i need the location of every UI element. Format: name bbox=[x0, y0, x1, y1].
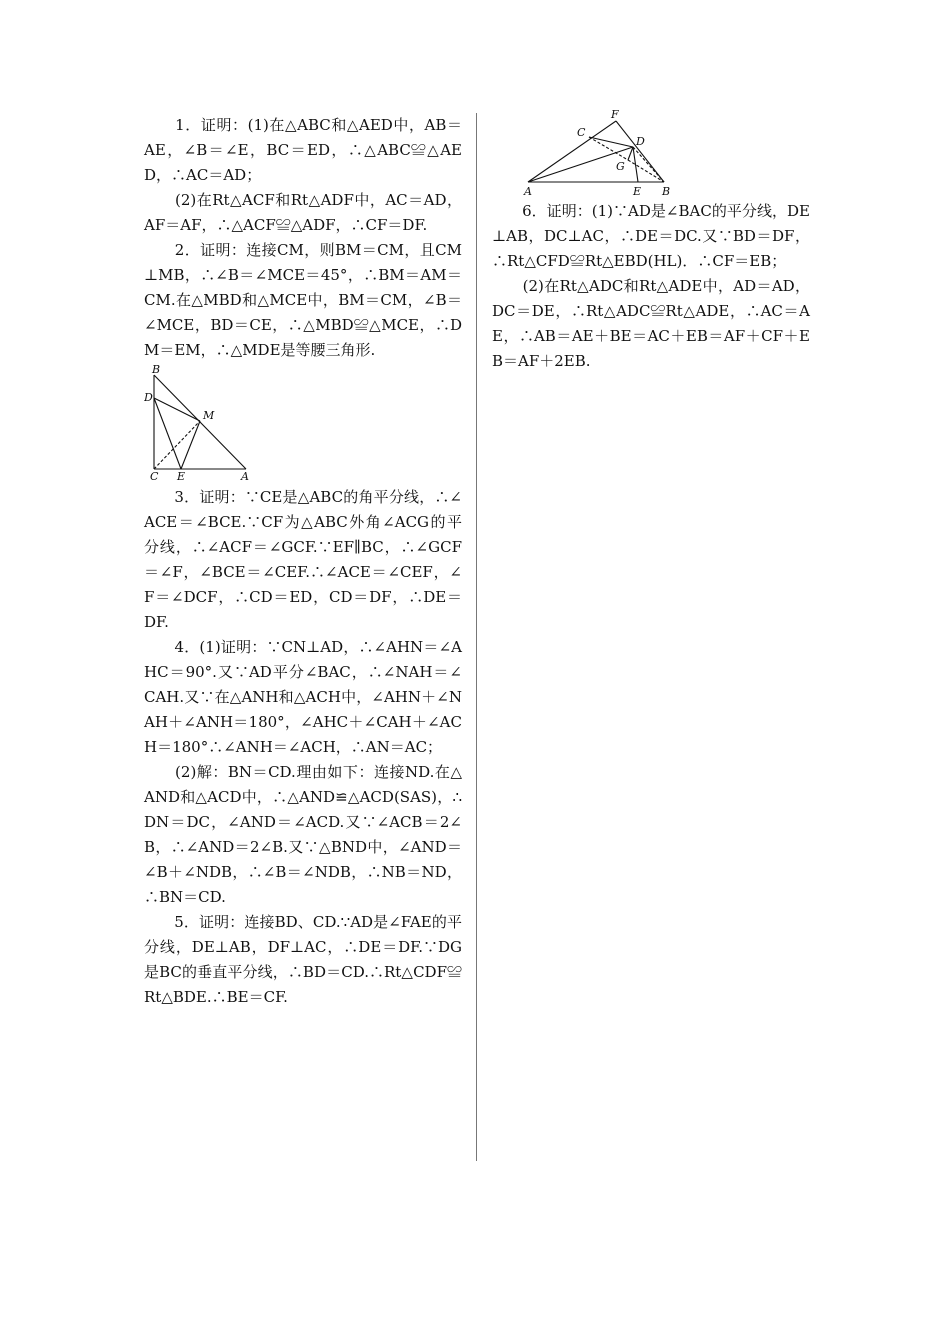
label-b: B bbox=[662, 185, 671, 198]
label-e: E bbox=[177, 470, 186, 483]
figure-triangle-fcb bbox=[492, 109, 810, 199]
label-b: B bbox=[152, 363, 161, 376]
column-divider bbox=[476, 113, 477, 1161]
figure-triangle-bdm bbox=[144, 363, 284, 485]
label-m: M bbox=[203, 409, 215, 422]
label-f: F bbox=[611, 109, 619, 121]
edge-gb-dashed bbox=[628, 160, 664, 182]
label-d: D bbox=[636, 135, 645, 148]
edge-cd bbox=[589, 137, 633, 147]
label-c: C bbox=[150, 470, 159, 483]
edge-me bbox=[181, 421, 200, 469]
label-a: A bbox=[241, 470, 249, 483]
label-e: E bbox=[633, 185, 642, 198]
answer-3: 3．证明：∵CE是△ABC的角平分线，∴∠ACE＝∠BCE.∵CF为△ABC外角∠ACG的平分线，∴∠ACF＝∠GCF.∵EF∥BC，∴∠GCF＝∠F，∠BCE＝∠CEF.∴∠ACE＝∠CEF，∠F＝∠DCF，∴CD＝ED，CD＝DF，∴DE＝DF. bbox=[144, 488, 462, 631]
answer-1-part-2: (2)在Rt△ACF和Rt△ADF中，AC＝AD，AF＝AF，∴△ACF≌△ADF，∴CF＝DF. bbox=[144, 191, 462, 234]
answer-4-part-2: (2)解：BN＝CD.理由如下：连接ND.在△AND和△ACD中，∴△AND≌△ACD(SAS)，∴DN＝DC，∠AND＝∠ACD.又∵∠ACB＝2∠B，∴∠AND＝2∠B.又∵△BND中，∠AND＝∠B＋∠NDB，∴∠B＝∠NDB，∴NB＝ND，∴BN＝CD. bbox=[144, 763, 462, 906]
label-c: C bbox=[577, 126, 586, 139]
answer-6-part-1: 6．证明：(1)∵AD是∠BAC的平分线，DE⊥AB，DC⊥AC，∴DE＝DC.又∵BD＝DF，∴Rt△CFD≌Rt△EBD(HL)．∴CF＝EB； bbox=[492, 202, 810, 270]
right-column bbox=[492, 109, 810, 374]
left-column bbox=[144, 113, 462, 1010]
edge-cm-dashed bbox=[154, 421, 200, 469]
label-g: G bbox=[616, 160, 625, 173]
answer-4-part-1: 4．(1)证明：∵CN⊥AD，∴∠AHN＝∠AHC＝90°.又∵AD平分∠BAC，∴∠NAH＝∠CAH.又∵在△ANH和△ACH中，∠AHN＋∠NAH＋∠ANH＝180°，∠AHC＋∠CAH＋∠ACH＝180°∴∠ANH＝∠ACH，∴AN＝AC； bbox=[144, 638, 462, 756]
edge-cg-dashed bbox=[589, 137, 628, 160]
answer-2: 2．证明：连接CM，则BM＝CM，且CM⊥MB，∴∠B＝∠MCE＝45°，∴BM＝AM＝CM.在△MBD和△MCE中，BM＝CM，∠B＝∠MCE，BD＝CE，∴△MBD≌△MCE，∴DM＝EM，∴△MDE是等腰三角形. bbox=[144, 241, 462, 359]
answer-1-part-1: 1．证明：(1)在△ABC和△AED中，AB＝AE，∠B＝∠E，BC＝ED，∴△ABC≌△AED，∴AC＝AD； bbox=[144, 116, 462, 184]
edge-de bbox=[154, 398, 181, 469]
label-a: A bbox=[524, 185, 532, 198]
label-d: D bbox=[144, 391, 153, 404]
edge-af bbox=[528, 121, 616, 182]
answer-6-part-2: (2)在Rt△ADC和Rt△ADE中，AD＝AD，DC＝DE，∴Rt△ADC≌Rt△ADE，∴AC＝AE，∴AB＝AE＋BE＝AC＋EB＝AF＋CF＋EB＝AF＋2EB. bbox=[492, 277, 810, 370]
answer-5: 5．证明：连接BD、CD.∵AD是∠FAE的平分线，DE⊥AB，DF⊥AC，∴DE＝DF.∵DG是BC的垂直平分线，∴BD＝CD.∴Rt△CDF≌Rt△BDE.∴BE＝CF. bbox=[144, 913, 462, 1006]
